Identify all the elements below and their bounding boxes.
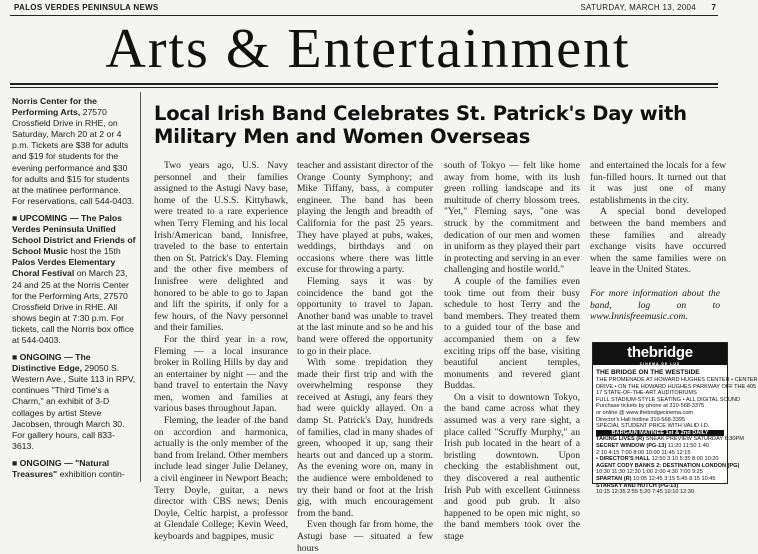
ad-info-line: Director's Hall hotline 310-568-3395 [596,416,686,423]
sidebar-item [12,213,136,346]
ad-info-line: SPECIAL STUDENT PRICE WITH VALID I.D. [596,423,710,430]
movie-times: 11:20 11:50 1:40 [667,442,709,449]
cinema-listings [596,369,758,496]
movie-listing [596,443,724,450]
movie-listing [596,489,724,496]
movie-listing [596,462,740,470]
article-paragraph: Fleming, the leader of the band on accordion and harmonica, actually is the only member of the band from Ireland. Other members include lead singer Julie Delaney, a civil engineer in Newport Beach; Terry Doyle, guitar, a news director with CBS news; Denis Doyle, Celtic harpist, a professor at Glendale College; Kevin Weed, keyboards and bagpipes, music [154,415,288,542]
masthead-date: SATURDAY, MARCH 13, 2004 [580,3,696,12]
article-column-2 [297,160,433,554]
article-paragraph: A couple of the families even took time out from their busy schedule to host Terry and the band members. They treated them to a guided tour of the base and accompanied them on a few exciting trips off the base, visiting beautiful ancient temples, monuments and revered giant Buddas. [444,275,580,392]
movie-title: STARSKY AND HUTCH (PG-13) [596,482,679,489]
sidebar-heading: ■ ONGOING — The Distinctive Edge, [12,352,91,374]
ad-info-line: Purchase tickets by phone at 310-568-3375 [596,403,705,410]
article-credit: For more information about the band, log on to www.Innisfreemusic.com. [590,288,720,323]
movie-times: SNEAK PREVIEW SATURDAY 6:30PM [645,436,744,443]
ad-info-line: DRIVE • ON THE HOWARD HUGHES PARKWAY OFF THE 405 [596,383,757,390]
column-divider [140,92,141,482]
ad-bargain-banner: BARGAIN MATINEE 1st & 2nd DAILY [596,430,724,437]
sidebar-event-name: Palos Verdes Elementary Choral Festival [12,257,116,279]
ad-info-line: or online @ www.thebridgecinema.com [596,409,694,416]
article-column-3 [444,160,580,542]
movie-times: 10:30 11:30 12:30 1:00 2:00 4:30 7:00 9:25 [596,469,703,476]
article-paragraph: A special bond developed between the band members and these families and already exchange visits have occurred when the same families were on leave in the United States. [590,206,726,276]
sidebar-item [12,96,136,207]
masthead-paper-name: PALOS VERDES PENINSULA NEWS [14,3,159,12]
movie-listing [596,456,724,463]
movie-title: SECRET WINDOW (PG-13) [596,442,668,449]
cinema-logo [593,343,727,365]
movie-listing [596,483,724,490]
article-paragraph: For the third year in a row, Fleming — a local insurance broker in Rolling Hills by day and an entertainer by night — and the band travel to entertain the Navy men, women and families at various bases throughout Japan. [154,333,288,415]
movie-listing [596,450,724,457]
sidebar-text: 29050 S. Western Ave., Suite 113 in RPV, continues "Third Time's a Charm," an exhibit of 3-D collages by artist Steve Jacobsen, through March 30. For gallery hours, call 833-3613. [12,363,136,451]
cinema-logo-text: thebridge [627,344,693,361]
article-column-1 [154,160,288,542]
movie-times: 2:10 4:15 7:00 8:00 10:00 11:45 12:15 [596,449,691,456]
movie-times: 10:15 12:35 2:55 5:20 7:45 10:10 12:30 [596,489,694,496]
movie-title: • DIRECTOR'S HALL [596,456,652,463]
sidebar-text: host the 15th [68,246,121,257]
movie-listing [596,469,724,476]
article-paragraph: south of Tokyo — felt like home away from home, with its lush green rolling landscape and its multitude of cherry blossom trees. "Yet," Fleming says, "one was struck by the commitment and dedication of our men and women in uniform as they played their part in protecting and serving in an ever challenging and hostile world." [444,160,580,276]
movie-listing [596,476,724,483]
movie-title: SPARTAN (R) [596,475,634,482]
article-paragraph: On a visit to downtown Tokyo, the band came across what they assumed was a very rare sight, a place called "Scruffy Murphy," an Irish pub located in the heart of a bristling downtown. Upon checking the establishment out, they discovered a real authentic Irish Pub with excellent Guinness and good pub grub. It also happened to be open mic night, so the band members took over the stage [444,391,580,542]
cinema-advertisement [592,342,758,496]
section-rule-thin [10,87,718,88]
article-paragraph: Even though far from home, the Astugi base — situated a few hours [297,519,433,554]
movie-title: TAKING LIVES (R) [596,436,646,443]
events-sidebar [12,96,136,482]
ad-info-line: THE PROMENADE AT HOWARD HUGHES CENTER • CENTER [596,377,758,383]
article-column-4 [590,160,726,284]
sidebar-text: 27570 Crossfield Drive in RHE, on Saturday, March 20 at 2 or 4 p.m. Tickets are $38 for adults and $19 for students for the evening performance and $30 for adults and $15 for students at the matinee performance. For reservations, call 544-0403. [12,107,135,206]
movie-times: 12:50 3:10 5:35 8:00 10:20 [651,456,719,463]
section-title: Arts & Entertainment [105,18,631,80]
article-paragraph: With some trepidation they made their first trip and with the overwhelming response they received at Astugi, any fears they had were quickly allayed. On a damp St. Patrick's Day, hundreds of families, clad in many shades of green, whooped it up, sang their hearts out and danced up a storm. As the evening wore on, many in the audience were emboldened to try their hand or foot at the Irish gig, with much encouragement from the band. [297,357,433,519]
cinema-logo-subtitle: CINEMA DE LUX [639,362,681,366]
movie-listing [596,436,744,443]
article-paragraph: and entertained the locals for a few fun-filled hours. It turned out that it was just one of many establishments in the city. [590,160,726,206]
article-headline: Local Irish Band Celebrates St. Patrick's Day with Military Men and Women Overseas [154,102,687,148]
page-number: 7 [711,3,716,12]
article-paragraph: teacher and assistant director of the Orange County Symphony; and Mike Tiffany, bass, a computer engineer. The band has been playing the length and breadth of California for the past 25 years. They have played at pubs, wakes, weddings, birthdays and on occasions where there was little excuse for throwing a party. [297,160,433,276]
ad-info-line: 17 STATE-OF-THE-ART AUDITORIUMS [596,390,697,397]
article-paragraph: Two years ago, U.S. Navy personnel and their families assigned to the Astugi Navy base, home of the U.S.S. Kittyhawk, were treated to a rare experience when Terry Fleming and his local Irish/American band, Innisfree, traveled to the base to entertain then on St. Patrick's Day. Fleming and the other five members of Innisfree were delighted and honored to be able to go to Japan and lift the spirits, if only for a few hours, of the Navy personnel and their families. [154,160,288,334]
sidebar-item [12,458,136,480]
movie-title: AGENT CODY BANKS 2: DESTINATION LONDON (PG) [596,462,740,469]
section-rule [10,83,718,85]
sidebar-heading: ■ UPCOMING — The Palos Verdes Peninsula Unified School District and Friends of School Music [12,212,136,257]
movie-times: 10:05 12:45 3:15 5:45 8:15 10:45 [633,475,716,482]
sidebar-item [12,352,136,452]
sidebar-text: exhibition contin- [57,469,125,479]
sidebar-heading: ■ ONGOING — "Natural Treasures" [12,457,110,479]
sidebar-venue: Norris Center for the Performing Arts, [12,96,97,118]
ad-info-line: FULL STADIUM-STYLE SEATING • ALL DIGITAL SOUND [596,396,741,403]
ad-info-line: THE BRIDGE ON THE WESTSIDE [596,369,700,376]
top-rule [10,15,718,16]
article-paragraph: Fleming says it was by coincidence the band got the opportunity to travel to Japan. Another band was unable to travel at the last minute and so he and his band were offered the opportunity to go in their place. [297,275,433,357]
sidebar-text: on March 23, 24 and 25 at the Norris Center for the Performing Arts, 27570 Crossfield Drive in RHE. All shows begin at 7:30 p.m. For tickets, call the Norris box office at 544-0403. [12,268,134,345]
